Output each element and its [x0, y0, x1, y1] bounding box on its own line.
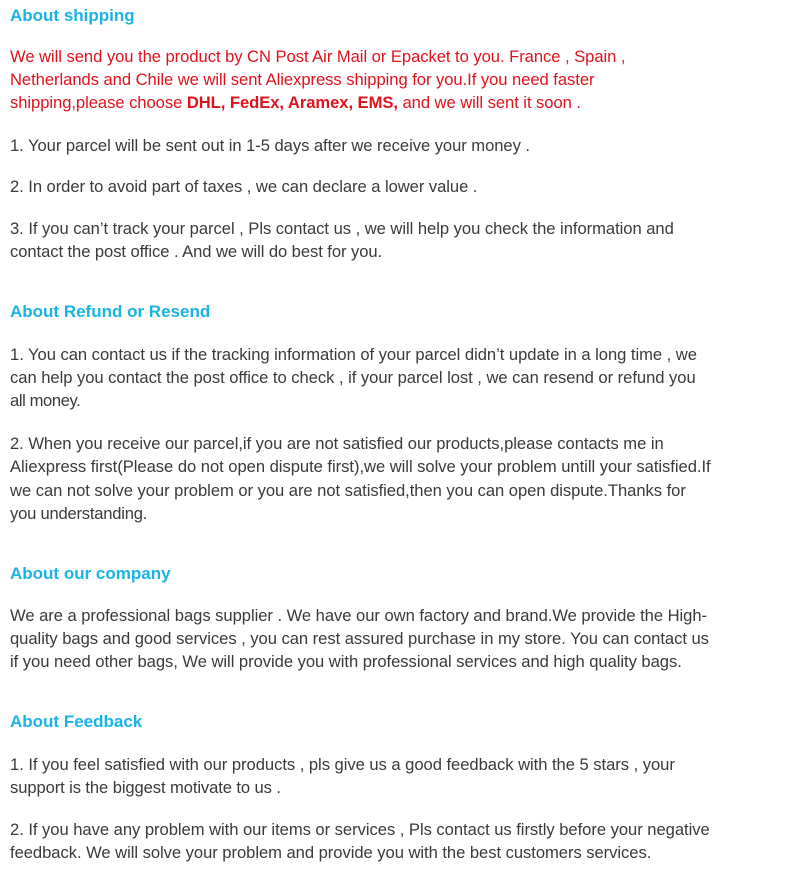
- company-heading: About our company: [10, 564, 171, 583]
- feedback-item-2-line-2: feedback. We will solve your problem and provide you with the best customers services.: [10, 843, 652, 862]
- feedback-heading: About Feedback: [10, 712, 143, 731]
- refund-item-2-line-2: Aliexpress first(Please do not open dispute first),we will solve your problem untill your satisfied.If: [10, 457, 711, 476]
- shipping-heading: About shipping: [10, 6, 135, 25]
- refund-item-1-line-3: all money.: [10, 391, 81, 410]
- company-line-3: if you need other bags, We will provide you with professional services and high quality bags.: [10, 652, 682, 671]
- feedback-item-1-line-1: 1. If you feel satisfied with our products , pls give us a good feedback with the 5 stars , your: [10, 755, 675, 774]
- shipping-intro-line-3: [10, 91, 800, 114]
- shipping-intro-line-3-post: and we will sent it soon .: [397, 93, 581, 112]
- refund-item-2-line-4: you understanding.: [10, 504, 148, 523]
- company-line-2: quality bags and good services , you can rest assured purchase in my store. You can contact us: [10, 629, 709, 648]
- shipping-item-1: 1. Your parcel will be sent out in 1-5 days after we receive your money .: [10, 136, 530, 155]
- refund-item-2-line-3: we can not solve your problem or you are not satisfied,then you can open dispute.Thanks for: [10, 481, 686, 500]
- shipping-intro-line-2: Netherlands and Chile we will sent Aliexpress shipping for you.If you need faster: [10, 70, 595, 89]
- refund-item-1-line-2: can help you contact the post office to check , if your parcel lost , we can resend or refund you: [10, 368, 696, 387]
- feedback-item-1-line-2: support is the biggest motivate to us .: [10, 778, 281, 797]
- shipping-item-3-line-2: contact the post office . And we will do best for you.: [10, 242, 383, 261]
- refund-heading: About Refund or Resend: [10, 302, 211, 321]
- courier-list: DHL, FedEx, Aramex, EMS,: [186, 93, 398, 112]
- feedback-item-2-line-1: 2. If you have any problem with our items or services , Pls contact us firstly before your negative: [10, 820, 710, 839]
- shipping-intro-line-3-pre: shipping,please choose: [10, 93, 187, 112]
- refund-item-2-line-1: 2. When you receive our parcel,if you are not satisfied our products,please contacts me in: [10, 434, 664, 453]
- shipping-intro-line-1: We will send you the product by CN Post Air Mail or Epacket to you. France , Spain ,: [10, 47, 626, 66]
- refund-item-1-line-1: 1. You can contact us if the tracking information of your parcel didn’t update in a long time , we: [10, 345, 697, 364]
- shipping-item-2: 2. In order to avoid part of taxes , we can declare a lower value .: [10, 177, 478, 196]
- shipping-item-3-line-1: 3. If you can’t track your parcel , Pls contact us , we will help you check the information and: [10, 219, 674, 238]
- company-line-1: We are a professional bags supplier . We have our own factory and brand.We provide the High-: [10, 606, 708, 625]
